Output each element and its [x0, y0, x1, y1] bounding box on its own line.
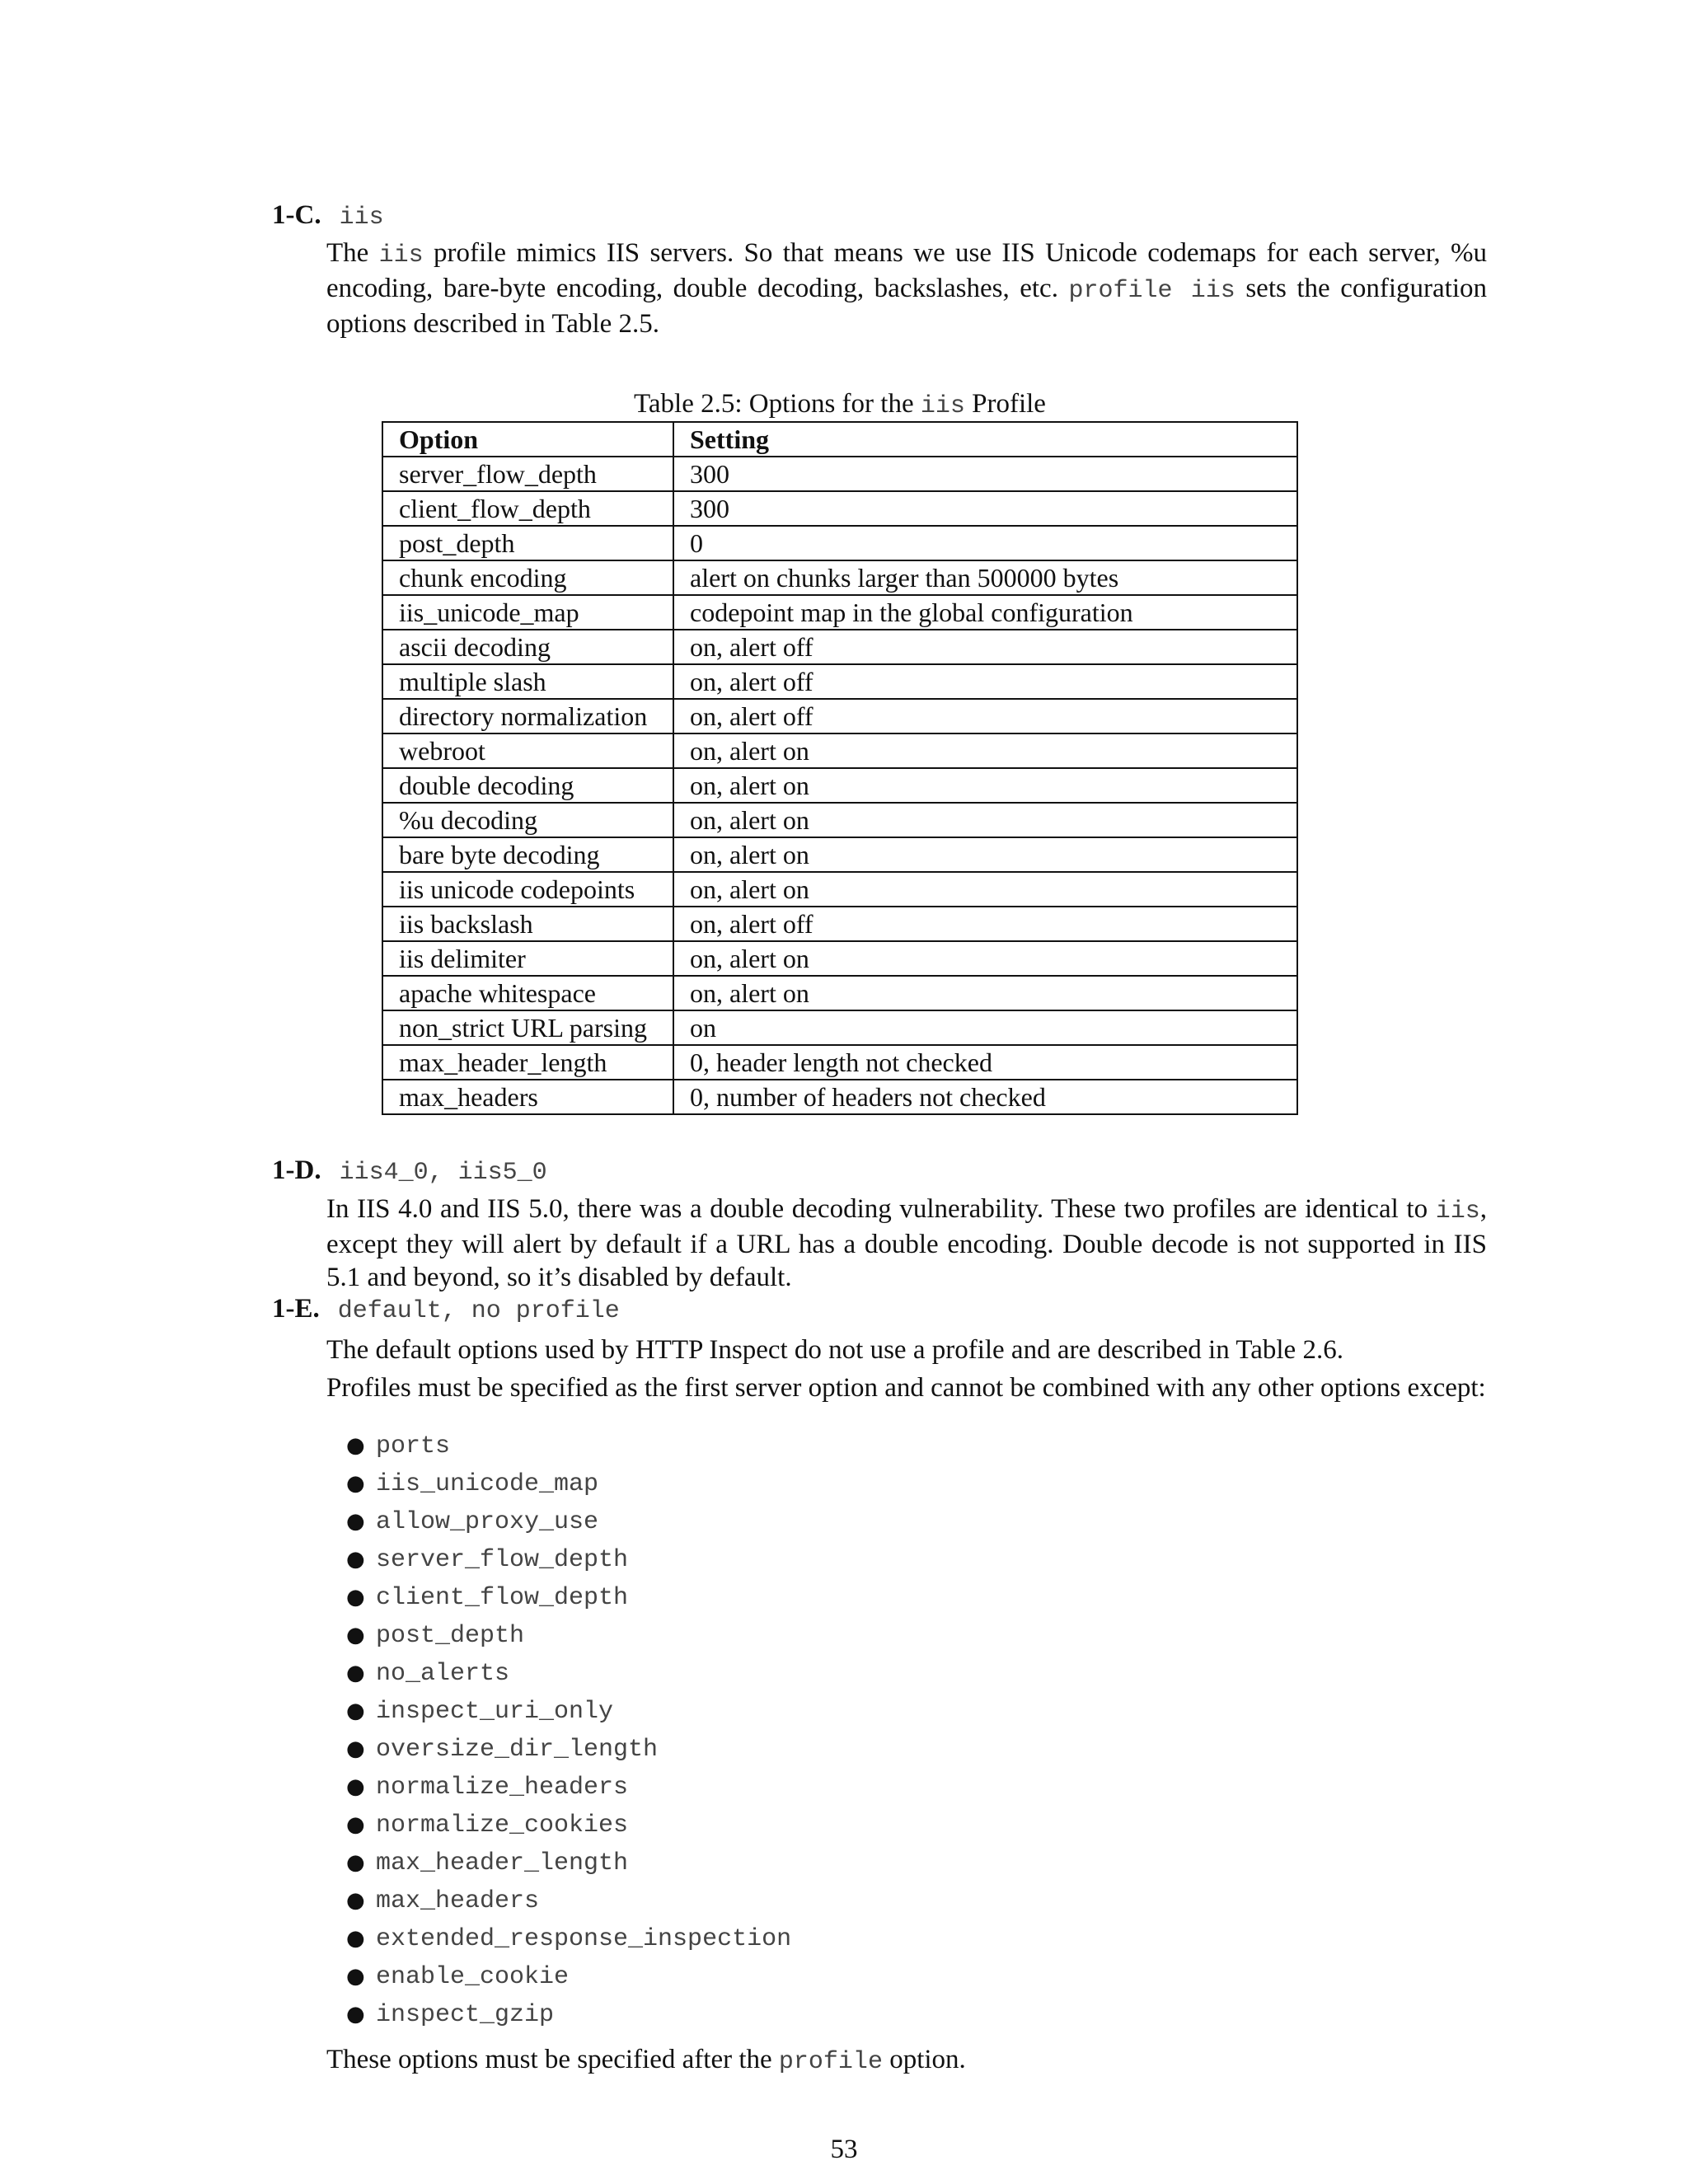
section-1c-paragraph: [326, 237, 1487, 340]
setting-cell: 0, header length not checked: [673, 1045, 1297, 1080]
option-cell: %u decoding: [382, 803, 673, 837]
option-name: oversize_dir_length: [376, 1736, 659, 1764]
bullet-icon: ●: [346, 1661, 365, 1685]
option-name: no_alerts: [376, 1660, 510, 1688]
setting-cell: on, alert off: [673, 664, 1297, 699]
option-cell: max_header_length: [382, 1045, 673, 1080]
option-name: enable_cookie: [376, 1963, 570, 1991]
table-row: [382, 630, 1297, 664]
setting-cell: on, alert off: [673, 630, 1297, 664]
option-cell: server_flow_depth: [382, 457, 673, 491]
list-item: [346, 1805, 791, 1843]
list-item: [346, 1957, 791, 1994]
option-cell: ascii decoding: [382, 630, 673, 664]
setting-cell: on, alert on: [673, 803, 1297, 837]
option-name: client_flow_depth: [376, 1584, 629, 1612]
option-cell: apache whitespace: [382, 976, 673, 1010]
option-name: max_headers: [376, 1887, 540, 1915]
bullet-icon: ●: [346, 1888, 365, 1913]
table-row: [382, 1010, 1297, 1045]
table-row: [382, 491, 1297, 526]
section-code: iis: [339, 204, 384, 232]
header-setting: Setting: [673, 422, 1297, 457]
setting-cell: on, alert on: [673, 733, 1297, 768]
bullet-icon: ●: [346, 1964, 365, 1989]
closing-paragraph: [326, 2043, 1487, 2079]
setting-cell: on, alert off: [673, 699, 1297, 733]
setting-cell: alert on chunks larger than 500000 bytes: [673, 560, 1297, 595]
bullet-icon: ●: [346, 1547, 365, 1572]
option-cell: bare byte decoding: [382, 837, 673, 872]
section-1c-heading: [272, 199, 384, 234]
setting-cell: on, alert on: [673, 872, 1297, 907]
text-run: option.: [882, 2045, 966, 2074]
bullet-icon: ●: [346, 1850, 365, 1875]
table-row: [382, 872, 1297, 907]
list-item: [346, 1729, 791, 1767]
text-run: , except they will alert by default if a URL has a double encoding. Double decode is not supported in IIS 5.1 and beyond, so it’s disabled by default.: [326, 1194, 1487, 1292]
table-row: [382, 768, 1297, 803]
option-cell: iis_unicode_map: [382, 595, 673, 630]
text-run: In IIS 4.0 and IIS 5.0, there was a double decoding vulnerability. These two profiles are identical to: [326, 1194, 1436, 1224]
option-name: server_flow_depth: [376, 1546, 629, 1574]
setting-cell: on, alert on: [673, 768, 1297, 803]
option-name: normalize_headers: [376, 1774, 629, 1802]
option-name: iis_unicode_map: [376, 1470, 599, 1498]
section-code: default, no profile: [337, 1297, 620, 1325]
section-label: 1-D.: [272, 1155, 321, 1185]
bullet-icon: ●: [346, 1926, 365, 1951]
option-name: extended_response_inspection: [376, 1925, 792, 1953]
text-run: sets the configuration options described in Table 2.5.: [326, 274, 1487, 339]
option-cell: iis unicode codepoints: [382, 872, 673, 907]
list-item: [346, 1653, 791, 1691]
option-name: post_depth: [376, 1622, 525, 1650]
list-item: [346, 1464, 791, 1502]
bullet-icon: ●: [346, 1774, 365, 1799]
bullet-icon: ●: [346, 1736, 365, 1761]
list-item: [346, 1615, 791, 1653]
option-cell: post_depth: [382, 526, 673, 560]
options-table: [382, 421, 1298, 1115]
caption-text: Table 2.5: Options for the: [634, 389, 921, 419]
setting-cell: 0, number of headers not checked: [673, 1080, 1297, 1114]
bullet-icon: ●: [346, 1585, 365, 1610]
list-item: [346, 1994, 791, 2032]
table-row: [382, 595, 1297, 630]
bullet-icon: ●: [346, 1509, 365, 1534]
section-label: 1-C.: [272, 200, 321, 230]
setting-cell: on, alert on: [673, 976, 1297, 1010]
section-label: 1-E.: [272, 1294, 320, 1324]
section-1d-heading: [272, 1154, 547, 1189]
list-item: [346, 1540, 791, 1577]
list-item: [346, 1843, 791, 1881]
setting-cell: on, alert on: [673, 837, 1297, 872]
caption-code: iis: [920, 392, 965, 420]
inline-code: iis: [378, 241, 424, 269]
table-header-row: [382, 422, 1297, 457]
option-cell: max_headers: [382, 1080, 673, 1114]
section-1d-paragraph: [326, 1193, 1487, 1294]
option-cell: directory normalization: [382, 699, 673, 733]
bullet-icon: ●: [346, 2002, 365, 2027]
option-name: ports: [376, 1432, 451, 1460]
bullet-icon: ●: [346, 1471, 365, 1496]
setting-cell: on, alert on: [673, 941, 1297, 976]
option-name: normalize_cookies: [376, 1811, 629, 1840]
text-run: profile mimics IIS servers. So that means we use IIS Unicode codemaps for each server, %u encoding, bare-byte encoding, double decoding, backslashes, etc.: [326, 238, 1487, 303]
table-row: [382, 457, 1297, 491]
setting-cell: on, alert off: [673, 907, 1297, 941]
option-cell: double decoding: [382, 768, 673, 803]
list-item: [346, 1881, 791, 1919]
bullet-icon: ●: [346, 1433, 365, 1458]
list-item: [346, 1502, 791, 1540]
page-number: 53: [830, 2135, 858, 2164]
option-name: inspect_gzip: [376, 2001, 555, 2029]
inline-code: profile iis: [1068, 277, 1236, 305]
setting-cell: 300: [673, 491, 1297, 526]
bullet-icon: ●: [346, 1623, 365, 1647]
option-cell: non_strict URL parsing: [382, 1010, 673, 1045]
option-name: allow_proxy_use: [376, 1508, 599, 1536]
bullet-icon: ●: [346, 1812, 365, 1837]
table-row: [382, 803, 1297, 837]
section-1e-paragraph-1: The default options used by HTTP Inspect do not use a profile and are described in Table 2.6.: [326, 1335, 1343, 1365]
list-item: [346, 1691, 791, 1729]
section-1e-heading: [272, 1292, 620, 1328]
setting-cell: on: [673, 1010, 1297, 1045]
table-row: [382, 560, 1297, 595]
table-row: [382, 941, 1297, 976]
table-row: [382, 1045, 1297, 1080]
table-row: [382, 526, 1297, 560]
header-option: Option: [382, 422, 673, 457]
profile-options-list: [346, 1426, 791, 2032]
table-row: [382, 837, 1297, 872]
section-1e-paragraph-2: Profiles must be specified as the first server option and cannot be combined with any other options except:: [326, 1373, 1486, 1403]
option-name: inspect_uri_only: [376, 1698, 614, 1726]
text-run: The: [326, 238, 379, 268]
caption-text: Profile: [964, 389, 1046, 419]
inline-code: iis: [1435, 1197, 1480, 1226]
table-body: [382, 457, 1297, 1114]
option-name: max_header_length: [376, 1849, 629, 1877]
option-cell: iis delimiter: [382, 941, 673, 976]
list-item: [346, 1919, 791, 1957]
list-item: [346, 1577, 791, 1615]
table-row: [382, 699, 1297, 733]
inline-code: profile: [778, 2048, 883, 2076]
table-row: [382, 1080, 1297, 1114]
text-run: These options must be specified after the: [326, 2045, 779, 2074]
option-cell: webroot: [382, 733, 673, 768]
setting-cell: 300: [673, 457, 1297, 491]
option-cell: multiple slash: [382, 664, 673, 699]
table-row: [382, 733, 1297, 768]
setting-cell: codepoint map in the global configuration: [673, 595, 1297, 630]
table-row: [382, 664, 1297, 699]
option-cell: client_flow_depth: [382, 491, 673, 526]
list-item: [346, 1767, 791, 1805]
option-cell: chunk encoding: [382, 560, 673, 595]
option-cell: iis backslash: [382, 907, 673, 941]
table-row: [382, 976, 1297, 1010]
list-item: [346, 1426, 791, 1464]
table-row: [382, 907, 1297, 941]
bullet-icon: ●: [346, 1699, 365, 1723]
table-caption: [382, 387, 1298, 423]
setting-cell: 0: [673, 526, 1297, 560]
section-code: iis4_0, iis5_0: [339, 1159, 547, 1187]
